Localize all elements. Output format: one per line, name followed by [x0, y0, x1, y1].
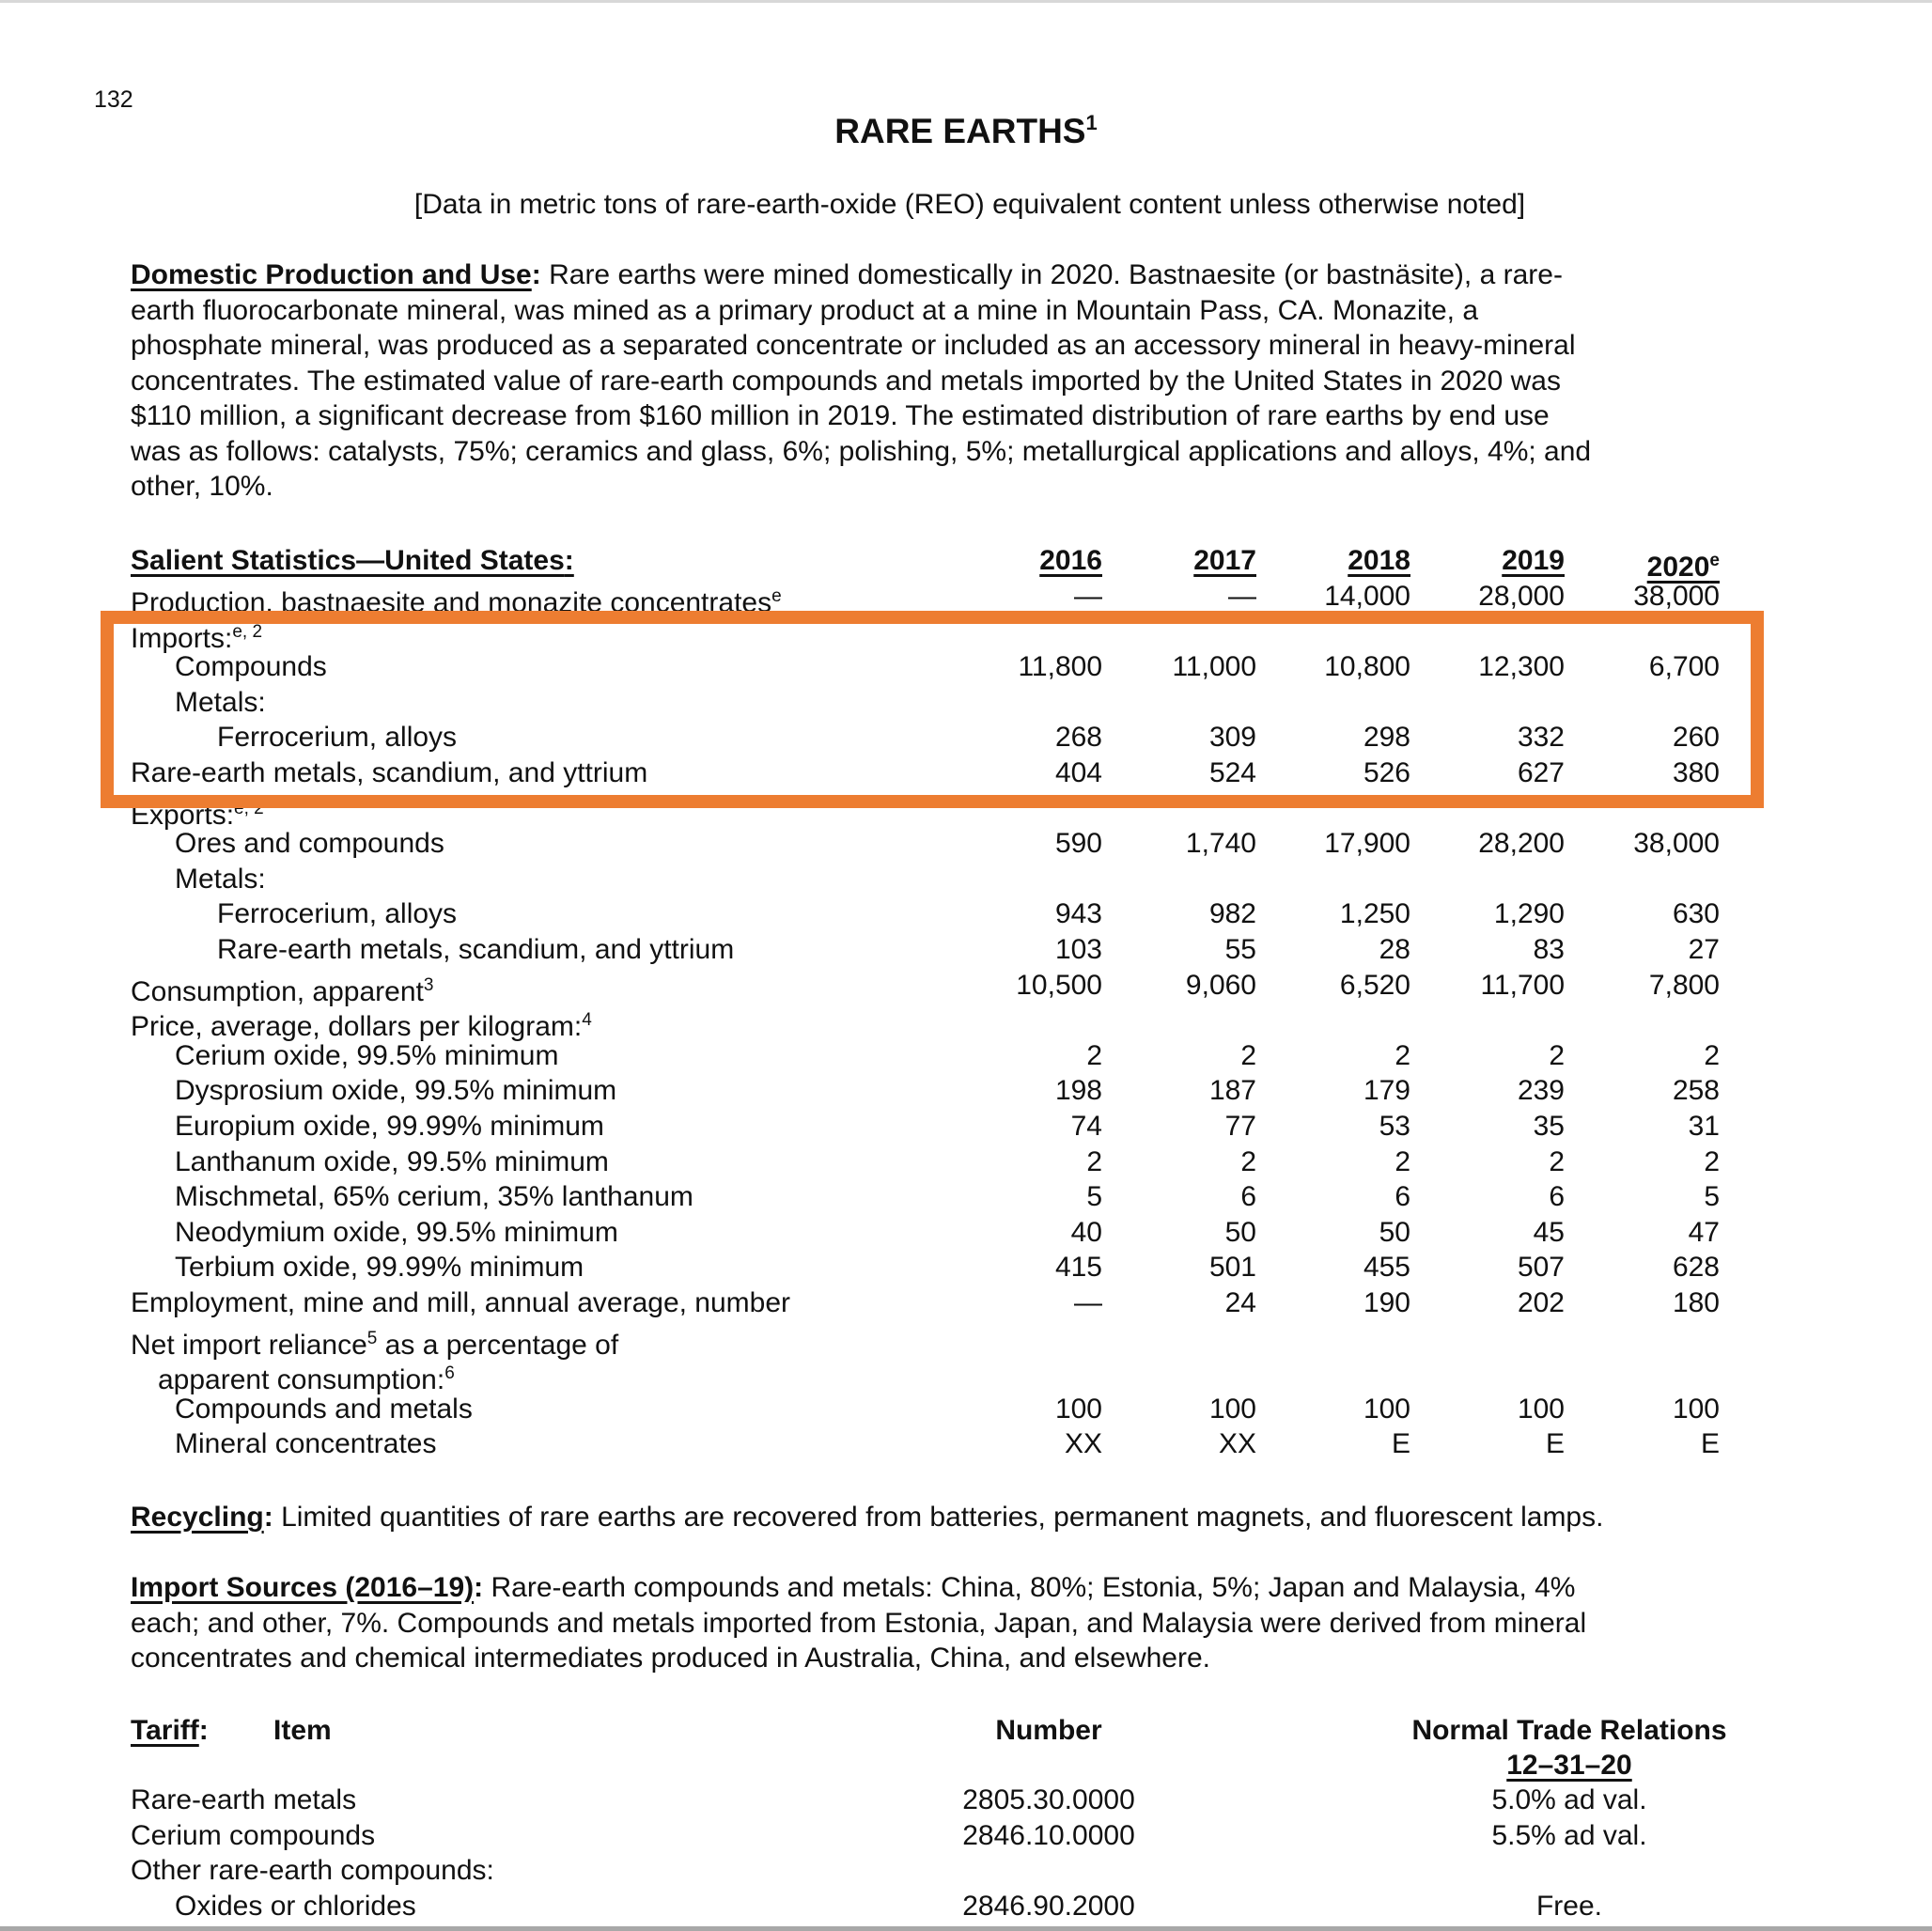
table-row: [0, 649, 1932, 685]
table-row: [0, 1285, 1932, 1321]
footnote-marker: 4: [582, 1010, 592, 1031]
row-label: [175, 862, 266, 897]
cell-2018: 2: [1394, 1039, 1410, 1071]
table-row: [0, 1073, 1932, 1109]
import-sources-section: [131, 1570, 1803, 1676]
domestic-text: Rare earths were mined domestically in 2020. Bastnaesite (or bastnäsite), a rare-: [549, 259, 1563, 290]
table-row: [0, 1145, 1932, 1180]
row-label: [175, 1109, 604, 1145]
tariff-ntr-rate: 5.5% ad val.: [1491, 1819, 1647, 1851]
row-label: [175, 1145, 609, 1180]
cell-2018: E: [1391, 1428, 1410, 1460]
cell-2018: 298: [1363, 722, 1410, 754]
row-label-text: Metals:: [175, 863, 266, 895]
tariff-heading-row: [131, 1713, 209, 1749]
row-label: [131, 1285, 790, 1321]
row-label-text: Production, bastnaesite and monazite concentrates: [131, 587, 772, 618]
row-label: [131, 755, 647, 791]
table-row: [0, 1250, 1932, 1285]
footnote-marker: 6: [444, 1363, 455, 1384]
cell-2020: 47: [1688, 1216, 1720, 1248]
cell-2017: 50: [1224, 1216, 1256, 1248]
import-sources-heading: Import Sources (2016–19): [131, 1572, 475, 1603]
cell-2020: 27: [1688, 934, 1720, 965]
tariff-col-number: Number: [995, 1715, 1102, 1746]
cell-2019: 12,300: [1478, 651, 1565, 683]
cell-2020: 380: [1672, 757, 1720, 788]
year-header: [1260, 543, 1410, 579]
row-label-text: Consumption, apparent: [131, 975, 424, 1007]
cell-2020: 628: [1672, 1252, 1720, 1284]
cell-2019: 2: [1549, 1039, 1565, 1071]
row-label-text: Lanthanum oxide, 99.5% minimum: [175, 1145, 609, 1177]
cell-2020: 38,000: [1633, 581, 1720, 612]
cell-2017: 982: [1208, 898, 1256, 930]
table-row: [0, 862, 1932, 897]
row-label: [175, 1179, 693, 1215]
cell-2016: 100: [1054, 1393, 1102, 1425]
domestic-line: was as follows: catalysts, 75%; ceramics and glass, 6%; polishing, 5%; metallurgical applications and alloys, 4%; and: [131, 435, 1592, 467]
import-sources-line: concentrates and chemical intermediates produced in Australia, China, and elsewhere.: [131, 1643, 1210, 1674]
cell-2016: 11,800: [1018, 651, 1102, 683]
domestic-line: other, 10%.: [131, 471, 273, 502]
row-label-text: Mineral concentrates: [175, 1428, 437, 1460]
cell-2020: 2: [1704, 1145, 1720, 1177]
row-label-text: Rare-earth metals, scandium, and yttrium: [217, 934, 735, 965]
cell-2019: 45: [1533, 1216, 1565, 1248]
table-row: [0, 1321, 1932, 1361]
domestic-section: [131, 257, 1803, 505]
cell-2017: 9,060: [1185, 969, 1256, 1001]
row-label: [175, 1392, 473, 1427]
heading-colon: :: [198, 1715, 209, 1746]
table-row: [0, 1392, 1932, 1427]
table-row: [0, 755, 1932, 791]
cell-2019: 239: [1517, 1075, 1565, 1107]
tariff-item: Cerium compounds: [131, 1819, 376, 1851]
cell-2019: 627: [1517, 757, 1565, 788]
row-label-text: Cerium oxide, 99.5% minimum: [175, 1039, 559, 1071]
domestic-line: $110 million, a significant decrease from $160 million in 2019. The estimated distribution of rare earths by end use: [131, 400, 1550, 431]
cell-2016: 5: [1086, 1181, 1102, 1213]
cell-2018: 179: [1363, 1075, 1410, 1107]
row-label-text: Compounds: [175, 651, 327, 683]
cell-2020: 2: [1704, 1039, 1720, 1071]
table-row: [0, 1109, 1932, 1145]
salient-heading-text: Salient Statistics—United States: [131, 545, 565, 576]
table-row: [0, 1356, 1932, 1396]
cell-2019: 6: [1549, 1181, 1565, 1213]
footnote-marker: e, 2: [232, 621, 263, 642]
table-row: [0, 826, 1932, 862]
cell-2017: 55: [1224, 934, 1256, 965]
tariff-col-item: Item: [273, 1715, 332, 1746]
recycling-text: Limited quantities of rare earths are recovered from batteries, permanent magnets, and fluorescent lamps.: [281, 1502, 1604, 1533]
footnote-marker: e: [771, 586, 782, 606]
row-label-text: Europium oxide, 99.99% minimum: [175, 1111, 604, 1142]
cell-2020: 7,800: [1648, 969, 1720, 1001]
row-label: [175, 1426, 436, 1462]
cell-2019: 202: [1517, 1287, 1565, 1318]
cell-2017: 11,000: [1172, 651, 1256, 683]
cell-2016: 415: [1054, 1252, 1102, 1284]
row-label: [217, 932, 734, 968]
domestic-line: earth fluorocarbonate mineral, was mined as a primary product at a mine in Mountain Pass, CA. Monazite, a: [131, 294, 1479, 326]
cell-2020: 260: [1672, 722, 1720, 754]
cell-2016: —: [1074, 581, 1102, 612]
row-label-text: Ores and compounds: [175, 828, 444, 860]
cell-2018: 14,000: [1324, 581, 1410, 612]
table-row: [0, 579, 1932, 618]
year-2016: 2016: [1039, 545, 1102, 576]
row-label: [175, 1250, 584, 1285]
table-row: [0, 720, 1932, 755]
import-sources-line: each; and other, 7%. Compounds and metals imported from Estonia, Japan, and Malaysia were derived from mineral: [131, 1607, 1587, 1639]
tariff-number: 2846.10.0000: [962, 1819, 1135, 1851]
cell-2017: 2: [1240, 1039, 1256, 1071]
page-number: 132: [94, 86, 133, 113]
row-label-text: Imports:: [131, 622, 233, 654]
cell-2019: E: [1545, 1428, 1565, 1460]
cell-2018: 50: [1379, 1216, 1410, 1248]
year-2017: 2017: [1193, 545, 1256, 576]
domestic-line: phosphate mineral, was produced as a separated concentrate or included as an accessory mineral in heavy-mineral: [131, 330, 1576, 361]
row-label-text: Ferrocerium, alloys: [217, 898, 458, 930]
cell-2016: —: [1074, 1287, 1102, 1318]
cell-2019: 35: [1533, 1111, 1565, 1142]
cell-2020: 100: [1672, 1393, 1720, 1425]
row-label-text: Price, average, dollars per kilogram:: [131, 1011, 583, 1043]
year-2020: 2020: [1646, 552, 1710, 583]
tariff-item: Other rare-earth compounds:: [131, 1855, 494, 1887]
page-title: [0, 111, 1932, 151]
tariff-heading: Tariff: [131, 1715, 199, 1746]
row-label-text: Exports:: [131, 799, 235, 831]
cell-2019: 28,200: [1478, 828, 1565, 860]
row-label-text: Mischmetal, 65% cerium, 35% lanthanum: [175, 1181, 693, 1213]
cell-2020: 6,700: [1648, 651, 1720, 683]
tariff-item: Rare-earth metals: [131, 1784, 357, 1815]
cell-2019: 83: [1533, 934, 1565, 965]
import-sources-line: [131, 1570, 1803, 1606]
cell-2016: 2: [1086, 1039, 1102, 1071]
domestic-heading: Domestic Production and Use: [131, 259, 532, 290]
table-row: [0, 968, 1932, 1007]
tariff-ntr-rate: Free.: [1535, 1890, 1603, 1922]
row-label: [175, 1073, 616, 1109]
row-label-text: Terbium oxide, 99.99% minimum: [175, 1252, 584, 1284]
cell-2020: 5: [1704, 1181, 1720, 1213]
cell-2018: 6: [1394, 1181, 1410, 1213]
row-label-text: Neodymium oxide, 99.5% minimum: [175, 1216, 618, 1248]
cell-2018: 17,900: [1324, 828, 1410, 860]
cell-2016: 268: [1054, 722, 1102, 754]
salient-heading: Salient Statistics—United States:: [131, 545, 574, 576]
tariff-ntr-rate: 5.0% ad val.: [1491, 1784, 1647, 1815]
table-row: [0, 791, 1932, 831]
cell-2017: XX: [1218, 1428, 1256, 1460]
table-row: [0, 1179, 1932, 1215]
table-row: [0, 932, 1932, 968]
row-label-text: Compounds and metals: [175, 1393, 473, 1425]
row-label: [175, 649, 327, 685]
cell-2019: 11,700: [1480, 969, 1565, 1001]
footnote-marker: 3: [423, 974, 434, 995]
cell-2019: 100: [1517, 1393, 1565, 1425]
cell-2016: 590: [1054, 828, 1102, 860]
table-row: [0, 615, 1932, 654]
cell-2018: 28: [1379, 934, 1410, 965]
table-row: [0, 1038, 1932, 1074]
row-label: [175, 1038, 558, 1074]
cell-2016: 40: [1070, 1216, 1102, 1248]
cell-2018: 526: [1363, 757, 1410, 788]
row-label-rest: as a percentage of: [377, 1329, 619, 1361]
cell-2018: 100: [1363, 1393, 1410, 1425]
cell-2020: 31: [1688, 1111, 1720, 1142]
heading-colon: :: [474, 1572, 484, 1603]
domestic-line: concentrates. The estimated value of rare-earth compounds and metals imported by the United States in 2020 was: [131, 365, 1561, 397]
cell-2019: 332: [1517, 722, 1565, 754]
cell-2018: 53: [1379, 1111, 1410, 1142]
cell-2018: 455: [1363, 1252, 1410, 1284]
heading-colon: :: [531, 259, 541, 290]
cell-2016: 198: [1054, 1075, 1102, 1107]
cell-2019: 28,000: [1478, 581, 1565, 612]
table-header-row: [0, 543, 1932, 583]
cell-2016: 103: [1054, 934, 1102, 965]
cell-2018: 190: [1363, 1287, 1410, 1318]
cell-2017: 100: [1208, 1393, 1256, 1425]
cell-2020: 180: [1672, 1287, 1720, 1318]
recycling-section: [131, 1500, 1803, 1535]
year-header: [1106, 543, 1256, 579]
row-label: [175, 1215, 618, 1251]
cell-2020: 258: [1672, 1075, 1720, 1107]
footnote-marker: e, 2: [234, 798, 264, 818]
cell-2018: 1,250: [1339, 898, 1410, 930]
tariff-col-ntr: Normal Trade Relations: [1411, 1715, 1727, 1746]
footnote-marker: 5: [366, 1328, 378, 1348]
cell-2017: 501: [1208, 1252, 1256, 1284]
cell-2019: 507: [1517, 1252, 1565, 1284]
row-label-text: Net import reliance: [131, 1329, 367, 1361]
table-row: [0, 685, 1932, 721]
cell-2019: 2: [1549, 1145, 1565, 1177]
cell-2017: 309: [1208, 722, 1256, 754]
heading-colon: :: [263, 1502, 273, 1533]
tariff-number: 2846.90.2000: [962, 1890, 1135, 1922]
cell-2016: 74: [1070, 1111, 1102, 1142]
row-label-text: Dysprosium oxide, 99.5% minimum: [175, 1075, 617, 1107]
year-footnote: e: [1709, 551, 1720, 570]
subtitle: [Data in metric tons of rare-earth-oxide (REO) equivalent content unless otherwise noted]: [413, 189, 1526, 220]
row-label: [217, 720, 457, 755]
cell-2016: 2: [1086, 1145, 1102, 1177]
row-label: [217, 896, 457, 932]
cell-2020: E: [1700, 1428, 1720, 1460]
cell-2018: 10,800: [1324, 651, 1410, 683]
year-2019: 2019: [1502, 545, 1565, 576]
row-label-text: Rare-earth metals, scandium, and yttrium: [131, 757, 648, 788]
table-row: [0, 896, 1932, 932]
table-row: [0, 1426, 1932, 1462]
title-footnote: 1: [1085, 111, 1098, 134]
cell-2017: 2: [1240, 1145, 1256, 1177]
tariff-date: 12–31–20: [1506, 1750, 1632, 1781]
cell-2017: 6: [1240, 1181, 1256, 1213]
cell-2020: 38,000: [1633, 828, 1720, 860]
row-label-text: Ferrocerium, alloys: [217, 722, 458, 754]
cell-2017: 77: [1224, 1111, 1256, 1142]
cell-2017: —: [1228, 581, 1256, 612]
year-header: [1414, 543, 1565, 579]
recycling-heading: Recycling: [131, 1502, 264, 1533]
cell-2018: 2: [1394, 1145, 1410, 1177]
bottom-border: [0, 1926, 1932, 1931]
cell-2017: 1,740: [1185, 828, 1256, 860]
tariff-item: Oxides or chlorides: [175, 1890, 416, 1922]
title-text: RARE EARTHS: [834, 112, 1086, 150]
row-label: [175, 685, 266, 721]
import-sources-text: Rare-earth compounds and metals: China, 80%; Estonia, 5%; Japan and Malaysia, 4%: [491, 1572, 1576, 1603]
top-border: [0, 0, 1932, 3]
row-label-text: apparent consumption:: [158, 1364, 445, 1396]
cell-2017: 187: [1208, 1075, 1256, 1107]
year-header: [952, 543, 1102, 579]
cell-2016: 10,500: [1016, 969, 1102, 1001]
year-2018: 2018: [1348, 545, 1410, 576]
cell-2017: 524: [1208, 757, 1256, 788]
domestic-line: [131, 257, 1803, 293]
tariff-number: 2805.30.0000: [962, 1784, 1135, 1815]
cell-2016: 404: [1054, 757, 1102, 788]
row-label: [175, 826, 444, 862]
cell-2016: 943: [1054, 898, 1102, 930]
table-row: [0, 1215, 1932, 1251]
tariff-col-ntr-date: [1363, 1748, 1776, 1783]
cell-2016: XX: [1064, 1428, 1102, 1460]
table-row: [0, 1003, 1932, 1043]
cell-2020: 630: [1672, 898, 1720, 930]
cell-2017: 24: [1224, 1287, 1256, 1318]
row-label-text: Metals:: [175, 686, 266, 718]
recycling-line: [131, 1500, 1803, 1535]
cell-2018: 6,520: [1339, 969, 1410, 1001]
cell-2019: 1,290: [1493, 898, 1565, 930]
row-label-text: Employment, mine and mill, annual average, number: [131, 1287, 791, 1318]
